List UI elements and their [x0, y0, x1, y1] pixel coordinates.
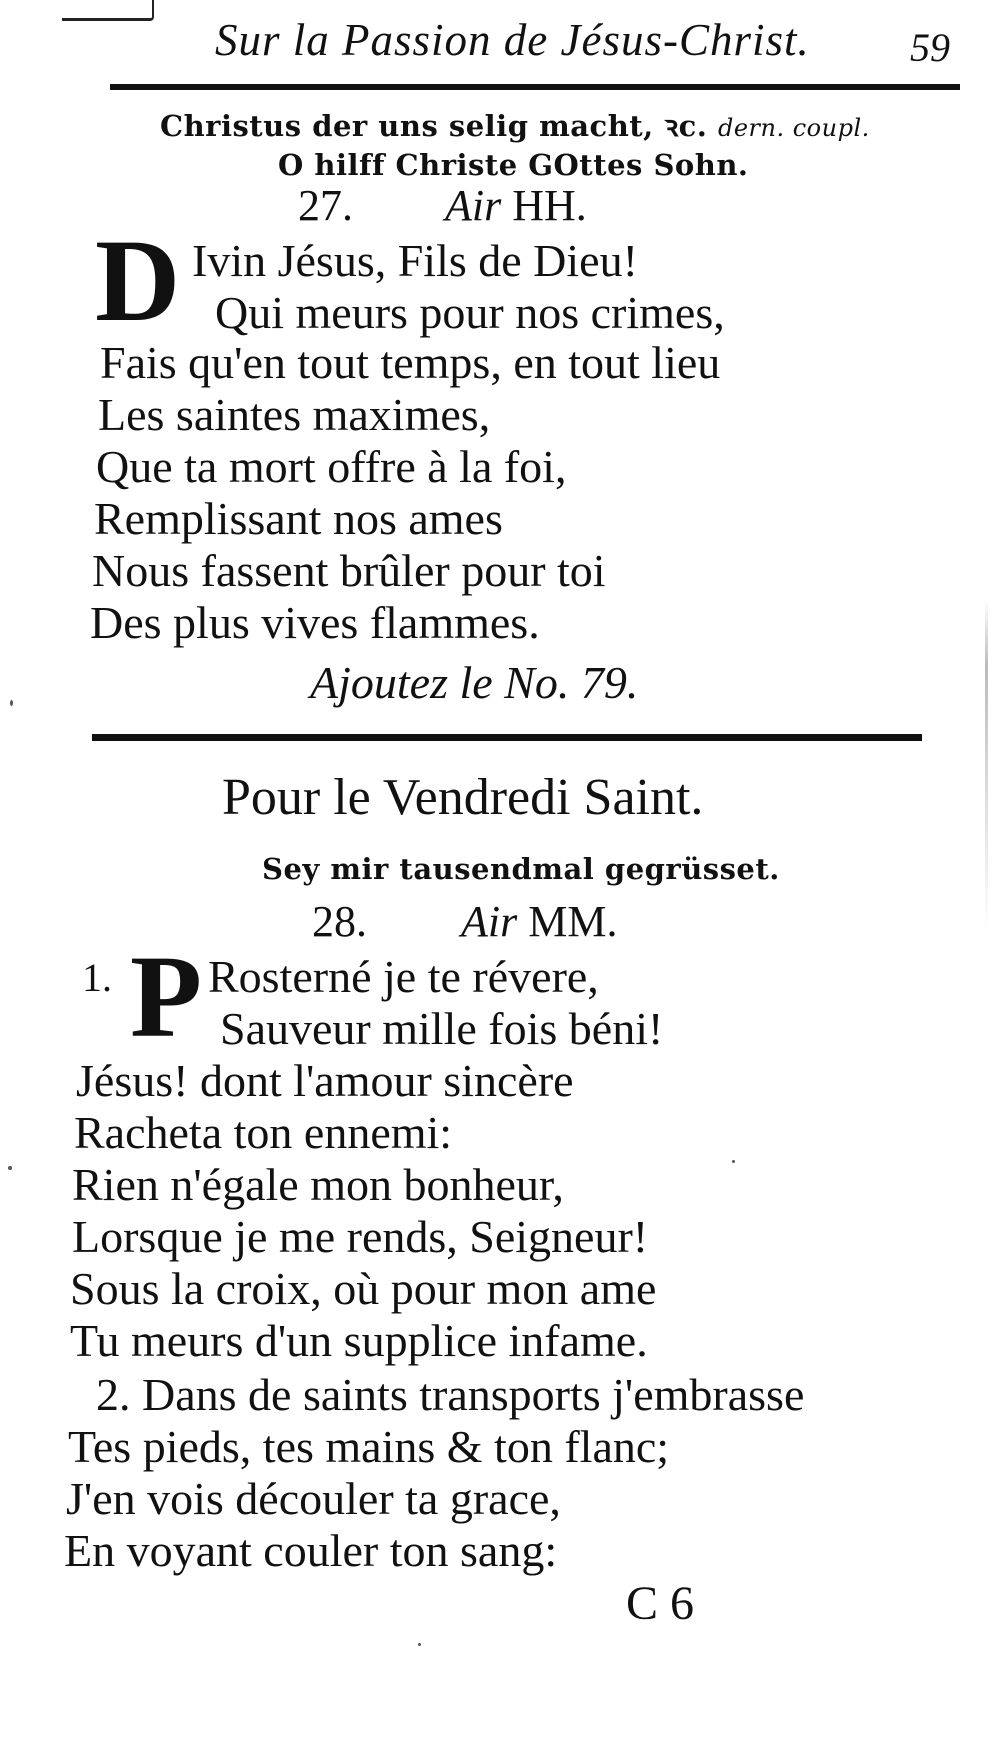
air-word: Air — [445, 181, 502, 230]
verse-line: Sous la croix, où pour mon ame — [70, 1263, 657, 1314]
verse-line: Sauveur mille fois béni! — [220, 1003, 664, 1054]
verse-line: Tes pieds, tes mains & ton flanc; — [68, 1421, 670, 1472]
hymn-number: 28. — [312, 897, 367, 946]
verse-line: Les saintes maximes, — [98, 389, 491, 440]
air-code: MM. — [528, 897, 618, 946]
dropcap-d: D — [95, 215, 181, 346]
german-tune-line-1: Christus der uns selig macht, ꝛc. dern. coupl. — [160, 109, 870, 143]
verse-line: Tu meurs d'un supplice infame. — [70, 1315, 648, 1366]
hymn-27-air-line — [298, 180, 587, 231]
page-edge-shadow — [985, 600, 988, 930]
scan-speck — [10, 700, 13, 706]
stanza-number: 1. — [82, 955, 112, 1000]
dropcap-p: P — [130, 931, 203, 1062]
scan-speck — [732, 1160, 735, 1163]
page-number: 59 — [910, 25, 950, 70]
air-word: Air — [461, 897, 518, 946]
verse-line: J'en vois découler ta grace, — [66, 1473, 561, 1524]
hymn-number: 27. — [298, 181, 353, 230]
hymn-28-air-line — [312, 896, 617, 947]
scan-speck — [418, 1643, 421, 1646]
verse-line: Remplissant nos ames — [94, 493, 503, 544]
verse-line: Que ta mort offre à la foi, — [96, 441, 567, 492]
running-head: Sur la Passion de Jésus-Christ. — [215, 15, 810, 65]
verse-line: Lorsque je me rends, Seigneur! — [72, 1211, 649, 1262]
verse-line: Des plus vives flammes. — [90, 597, 540, 648]
scan-speck — [8, 1166, 12, 1170]
header-rule — [110, 84, 960, 90]
verse-line: Racheta ton ennemi: — [74, 1107, 453, 1158]
german-tune-note: dern. coupl. — [717, 114, 870, 142]
verse-line: Nous fassent brûler pour toi — [92, 545, 606, 596]
verse-line: 2. Dans de saints transports j'embrasse — [96, 1369, 805, 1420]
cross-reference-note: Ajoutez le No. 79. — [310, 657, 639, 708]
section-title: Pour le Vendredi Saint. — [222, 769, 704, 826]
signature-mark: C 6 — [626, 1577, 695, 1630]
air-code: HH. — [512, 181, 587, 230]
section-rule — [92, 734, 922, 741]
verse-line: Fais qu'en tout temps, en tout lieu — [100, 337, 721, 388]
german-tune: Sey mir tausendmal gegrüsset. — [262, 852, 780, 886]
verse-line: En voyant couler ton sang: — [64, 1525, 558, 1576]
german-tune-line-2: O hilff Christe GOttes Sohn. — [278, 148, 749, 182]
verse-line: Rien n'égale mon bonheur, — [72, 1159, 564, 1210]
verse-line: Ivin Jésus, Fils de Dieu! — [192, 235, 638, 286]
verse-line: Rosterné je te révere, — [208, 951, 599, 1002]
verse-line: Qui meurs pour nos crimes, — [215, 287, 725, 338]
verse-line: Jésus! dont l'amour sincère — [76, 1055, 574, 1106]
corner-ornament — [62, 0, 154, 21]
